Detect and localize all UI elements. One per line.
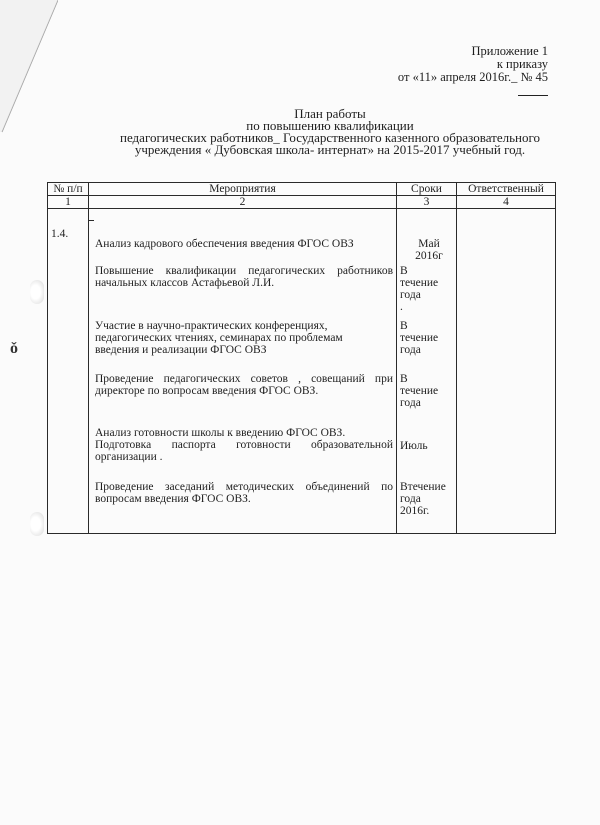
table-border-bottom (47, 533, 556, 534)
plan-title: План работы (294, 106, 366, 121)
activity-text: Анализ готовности школы к введению ФГОС ОВЗ. (95, 427, 346, 439)
punch-hole (30, 280, 44, 304)
term-text: Май 2016г (415, 238, 443, 262)
section-number: 1.4. (51, 228, 69, 240)
column-number: 3 (423, 196, 430, 208)
scan-mark: ǒ (10, 340, 18, 357)
activity-text: Анализ кадрового обеспечения введения ФГОС ОВЗ (95, 238, 354, 250)
page-fold-edge (0, 0, 58, 140)
header-terms: Сроки (411, 183, 442, 195)
activity-text: Участие в научно-практических конференциях, педагогических чтениях, семинарах по проблемам введения и реализации ФГОС ОВЗ (95, 320, 343, 356)
activity-text: Проведение педагогических советов , совещаний при директоре по вопросам введения ФГОС ОВЗ. (95, 373, 393, 397)
column-number: 2 (239, 196, 246, 208)
table-column-divider (456, 182, 457, 533)
term-text: В течение года . (400, 265, 439, 313)
signature-rule (518, 95, 548, 96)
activity-text: Повышение квалификации педагогических работников начальных классов Астафьевой Л.И. (95, 265, 393, 289)
term-text: Втечение года 2016г. (400, 481, 446, 517)
plan-subtitle: по повышению квалификации (246, 118, 414, 133)
header-number: № п/п (53, 183, 83, 195)
table-border-right (555, 182, 556, 533)
plan-institution-line: учреждения « Дубовская школа- интернат» на 2015-2017 учебный год. (134, 142, 526, 157)
table-border-left (47, 182, 48, 533)
header-activities: Мероприятия (209, 183, 276, 195)
column-number: 1 (65, 196, 71, 208)
term-text: В течение года (400, 373, 439, 409)
activity-text: Подготовка паспорта готовности образовательной организации . (95, 439, 393, 463)
table-column-divider (396, 182, 397, 533)
header-responsible: Ответственный (468, 183, 544, 195)
activity-text: Проведение заседаний методических объединений по вопросам введения ФГОС ОВЗ. (95, 481, 393, 505)
column-number: 4 (503, 196, 509, 208)
appendix-line-3: от «11» апреля 2016г._ № 45 (397, 70, 548, 84)
punch-hole (30, 512, 44, 536)
table-column-divider (88, 182, 89, 533)
appendix-line-2: к приказу (496, 57, 548, 71)
plan-institution-line: педагогических работников_ Государственного казенного образовательного (120, 130, 540, 145)
term-text: В течение года (400, 320, 439, 356)
appendix-line-1: Приложение 1 (471, 44, 548, 58)
table-divider (47, 208, 556, 209)
term-text: Июль (400, 440, 428, 452)
